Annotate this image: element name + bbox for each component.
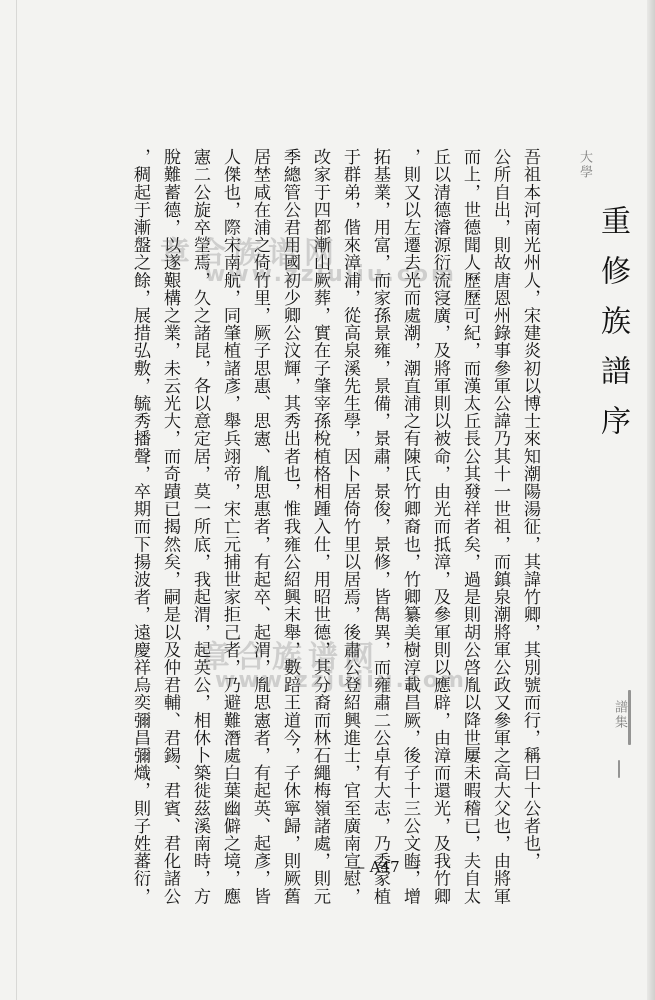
margin-line — [16, 0, 17, 1000]
text-column: 吾祖本河南光州人，宋建炎初以博士來知潮陽湯征，其諱竹卿，其別號而行，稱曰十公者也， — [520, 148, 540, 870]
text-column: ，稠起于漸盤之餘，展措弘敷，毓秀播聲，卒期而下揚波者，遠慶祥烏奕彌昌彌熾，則子姓蕃衍， — [130, 148, 150, 905]
watermark-text: 章合族谱网 — [160, 236, 340, 271]
text-column: 公所自出，則故唐恩州錄事參軍公諱乃其十一世祖，而鎮泉潮將軍公政又參軍之高大父也，由將軍 — [490, 148, 510, 905]
text-column: 季總管公君用國初少卿公汶輝，其秀出者也，惟我雍公紹興末舉，數踣王道今，子休寧歸，則厥舊 — [280, 148, 300, 905]
text-column: 人傑也，際宋南航，同肇植諸彥，舉兵翊帝，宋亡元捕世家拒己者，乃避難潛處白葉幽僻之境，應 — [220, 148, 240, 905]
watermark-text: 章合族谱网 — [200, 640, 380, 675]
margin-stamp-top: 大學 — [577, 150, 592, 180]
binding-shadow — [647, 0, 655, 1000]
scan-speck — [628, 690, 631, 745]
text-column: 丘以清德濬源衍流寖廣，及將軍則以被命，由光而抵漳，及參軍則以應辟，由漳而還光，及我竹卿 — [430, 148, 450, 905]
text-column: 憲二公旋卒塋焉，久之諸昆，各以意定居，莫一所底，我起渭，起英公，相休卜築徙茲溪南時，方 — [190, 148, 210, 905]
watermark-url: www.zzjujiu.com — [205, 262, 457, 287]
watermark-url: www.zzjujiu.com — [215, 668, 467, 693]
text-column: 拓基業，用富，而家孫景雍，景備，景肅，景俊，景修，皆雋異，而雍肅二公卓有大志，乃委家植 — [370, 148, 390, 905]
text-column: 而上，世德聞人歷歷可紀，而漢太丘長公其發祥者矣，過是則胡公啓胤以降世屢未暇稽已，夫自太 — [460, 148, 480, 905]
text-column: 改家于四都漸山厥葬，實在子肇宰孫梲植格相踵入仕，用昭世德，其分裔而林石繩梅嶺諸處，則元 — [310, 148, 330, 905]
text-column: 居埜咸在浦之倚竹里，厥子思惠、思憲、胤思惠者，有起卒、起渭，胤思憲者，有起英、起彥，皆 — [250, 148, 270, 905]
page-title: 重修族譜序 — [595, 205, 630, 455]
margin-stamp-bottom: 譜集 — [612, 700, 627, 730]
text-column: 于群弟，偕來漳浦，從高泉溪先生學，因卜居倚竹里以居焉，後肅公登紹興進士，官至廣南宣慰， — [340, 148, 360, 905]
text-column: 脫難蓄德，以遂艱構之業，未云光大，而奇蹟已揭然矣，嗣是以及仲君輔、君錫、君賓、君化諸公 — [160, 148, 180, 905]
scan-speck — [618, 760, 620, 778]
body-text — [125, 148, 545, 905]
text-column: ，則又以左遷去光而處潮，潮直浦之有陳氏竹卿裔也，竹卿纂美樹淳載昌厥，後子十三公文晦，增 — [400, 148, 420, 905]
page-number: — A47 — — [350, 858, 420, 876]
